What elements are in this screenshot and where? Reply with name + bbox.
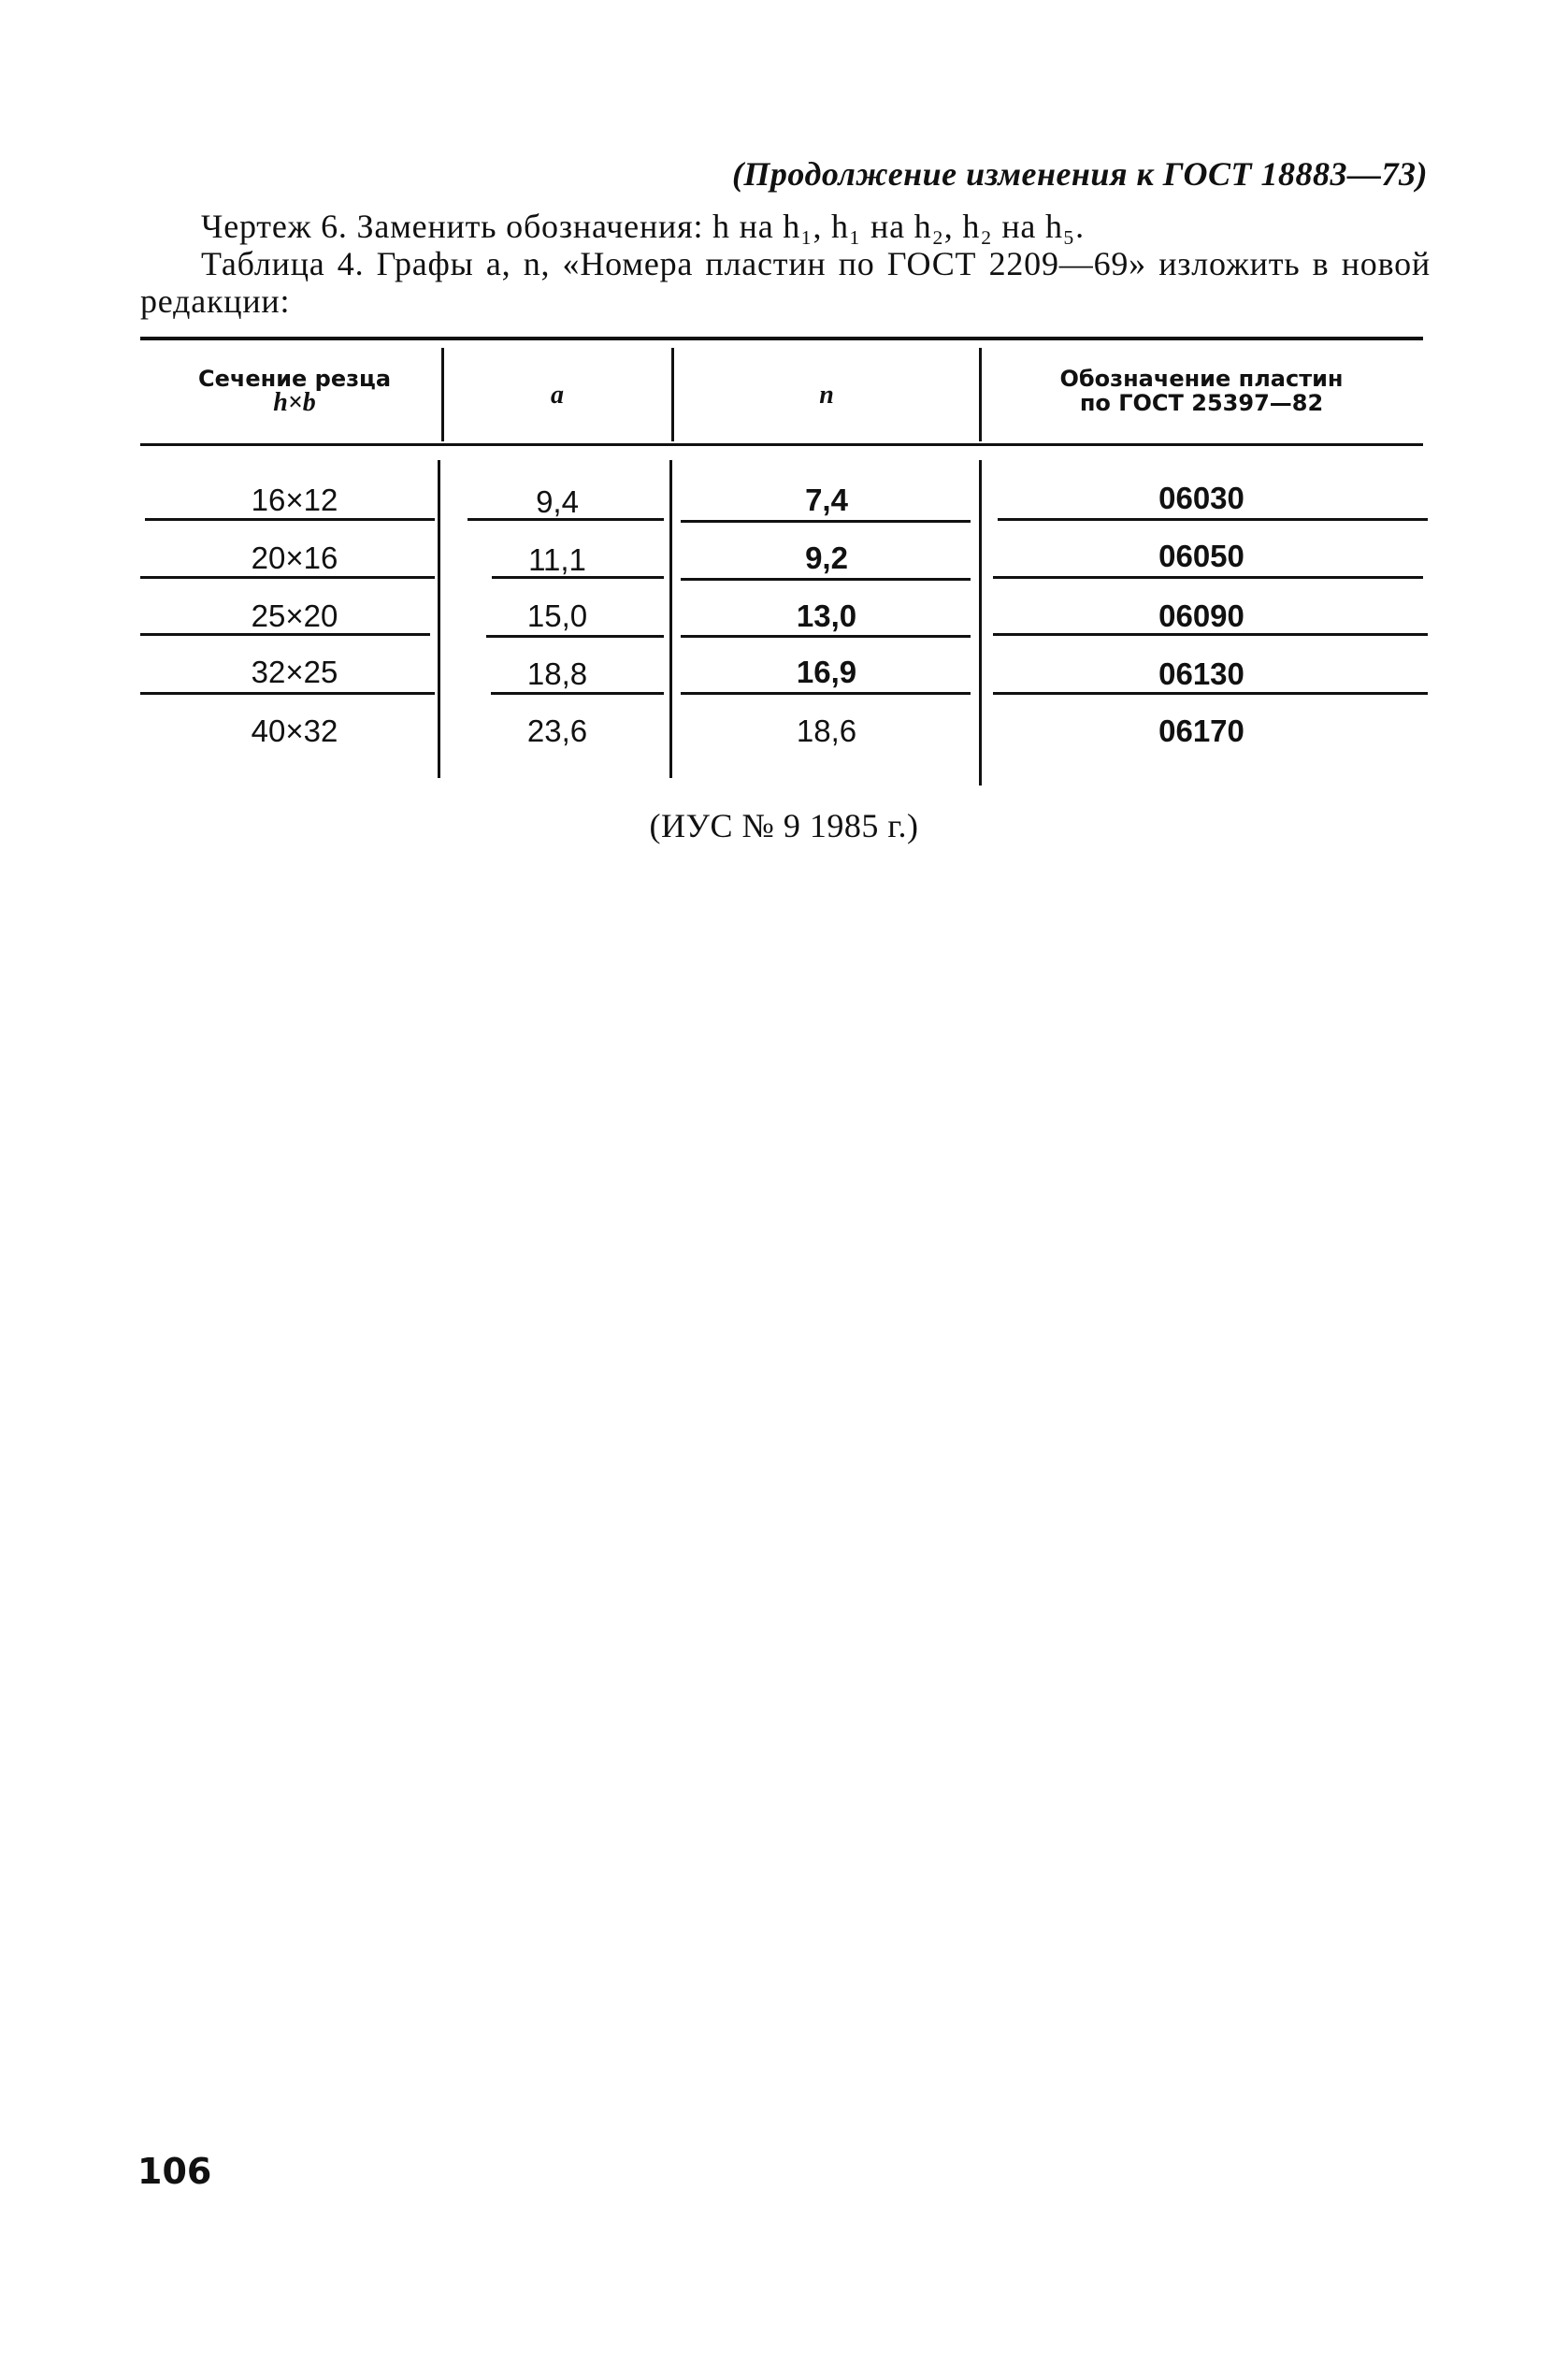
column-divider [979, 348, 982, 441]
row-rule [140, 692, 435, 695]
cell-designation: 06130 [1158, 656, 1244, 691]
header-designation [984, 367, 1419, 415]
table-change-paragraph [140, 245, 1431, 320]
header-section-line1: Сечение резца [197, 366, 392, 392]
header-section-line2: h×b [273, 388, 316, 417]
cell-section: 32×25 [251, 655, 338, 689]
header-designation-line2: по ГОСТ 25397—82 [1079, 390, 1324, 416]
column-divider [671, 348, 674, 441]
row-rule [140, 576, 435, 579]
header-designation-line1: Обозначение пластин [1059, 366, 1344, 392]
header-section [154, 367, 435, 415]
cell-section: 40×32 [251, 714, 338, 748]
cell-designation: 06090 [1158, 598, 1244, 633]
header-n: n [819, 381, 834, 410]
cell-designation: 06030 [1158, 481, 1244, 515]
cell-a: 18,8 [526, 656, 588, 691]
cell-a: 11,1 [528, 542, 586, 577]
row-rule [681, 692, 971, 695]
header-a: a [551, 381, 564, 410]
drawing-change-paragraph: Чертеж 6. Заменить обозначения: h на h₁, h₁ на h₂, h₂ на h₅. [201, 208, 1085, 245]
cell-a: 9,4 [536, 484, 579, 519]
column-divider [441, 348, 444, 441]
cell-n: 13,0 [796, 598, 857, 633]
row-rule [998, 518, 1428, 521]
continuation-note: (Продолжение изменения к ГОСТ 18883—73) [731, 155, 1428, 193]
cell-designation: 06050 [1158, 539, 1244, 573]
cell-section: 25×20 [251, 598, 338, 633]
source-reference: (ИУС № 9 1985 г.) [649, 807, 919, 844]
column-divider [438, 460, 440, 778]
cell-section: 16×12 [251, 483, 338, 517]
column-divider [669, 460, 672, 778]
column-divider [979, 460, 982, 786]
row-rule [993, 576, 1423, 579]
cell-n: 18,6 [796, 714, 857, 748]
cell-n: 16,9 [796, 655, 857, 689]
cell-n: 9,2 [805, 541, 848, 575]
row-rule [681, 520, 971, 523]
table-change-text: Таблица 4. Графы a, n, «Номера пластин по ГОСТ 2209—69» изложить в новой редакции: [140, 245, 1431, 320]
cell-designation: 06170 [1158, 714, 1244, 748]
cell-section: 20×16 [251, 541, 338, 575]
table-top-rule [140, 337, 1423, 340]
cell-a: 15,0 [526, 598, 588, 633]
row-rule [993, 692, 1428, 695]
row-rule [681, 578, 971, 581]
cell-n: 7,4 [805, 483, 848, 517]
page-number: 106 [137, 2151, 212, 2192]
row-rule [491, 692, 664, 695]
table-header-rule [140, 443, 1423, 446]
row-rule [486, 635, 664, 638]
row-rule [681, 635, 971, 638]
row-rule [145, 518, 435, 521]
cell-a: 23,6 [526, 714, 588, 748]
